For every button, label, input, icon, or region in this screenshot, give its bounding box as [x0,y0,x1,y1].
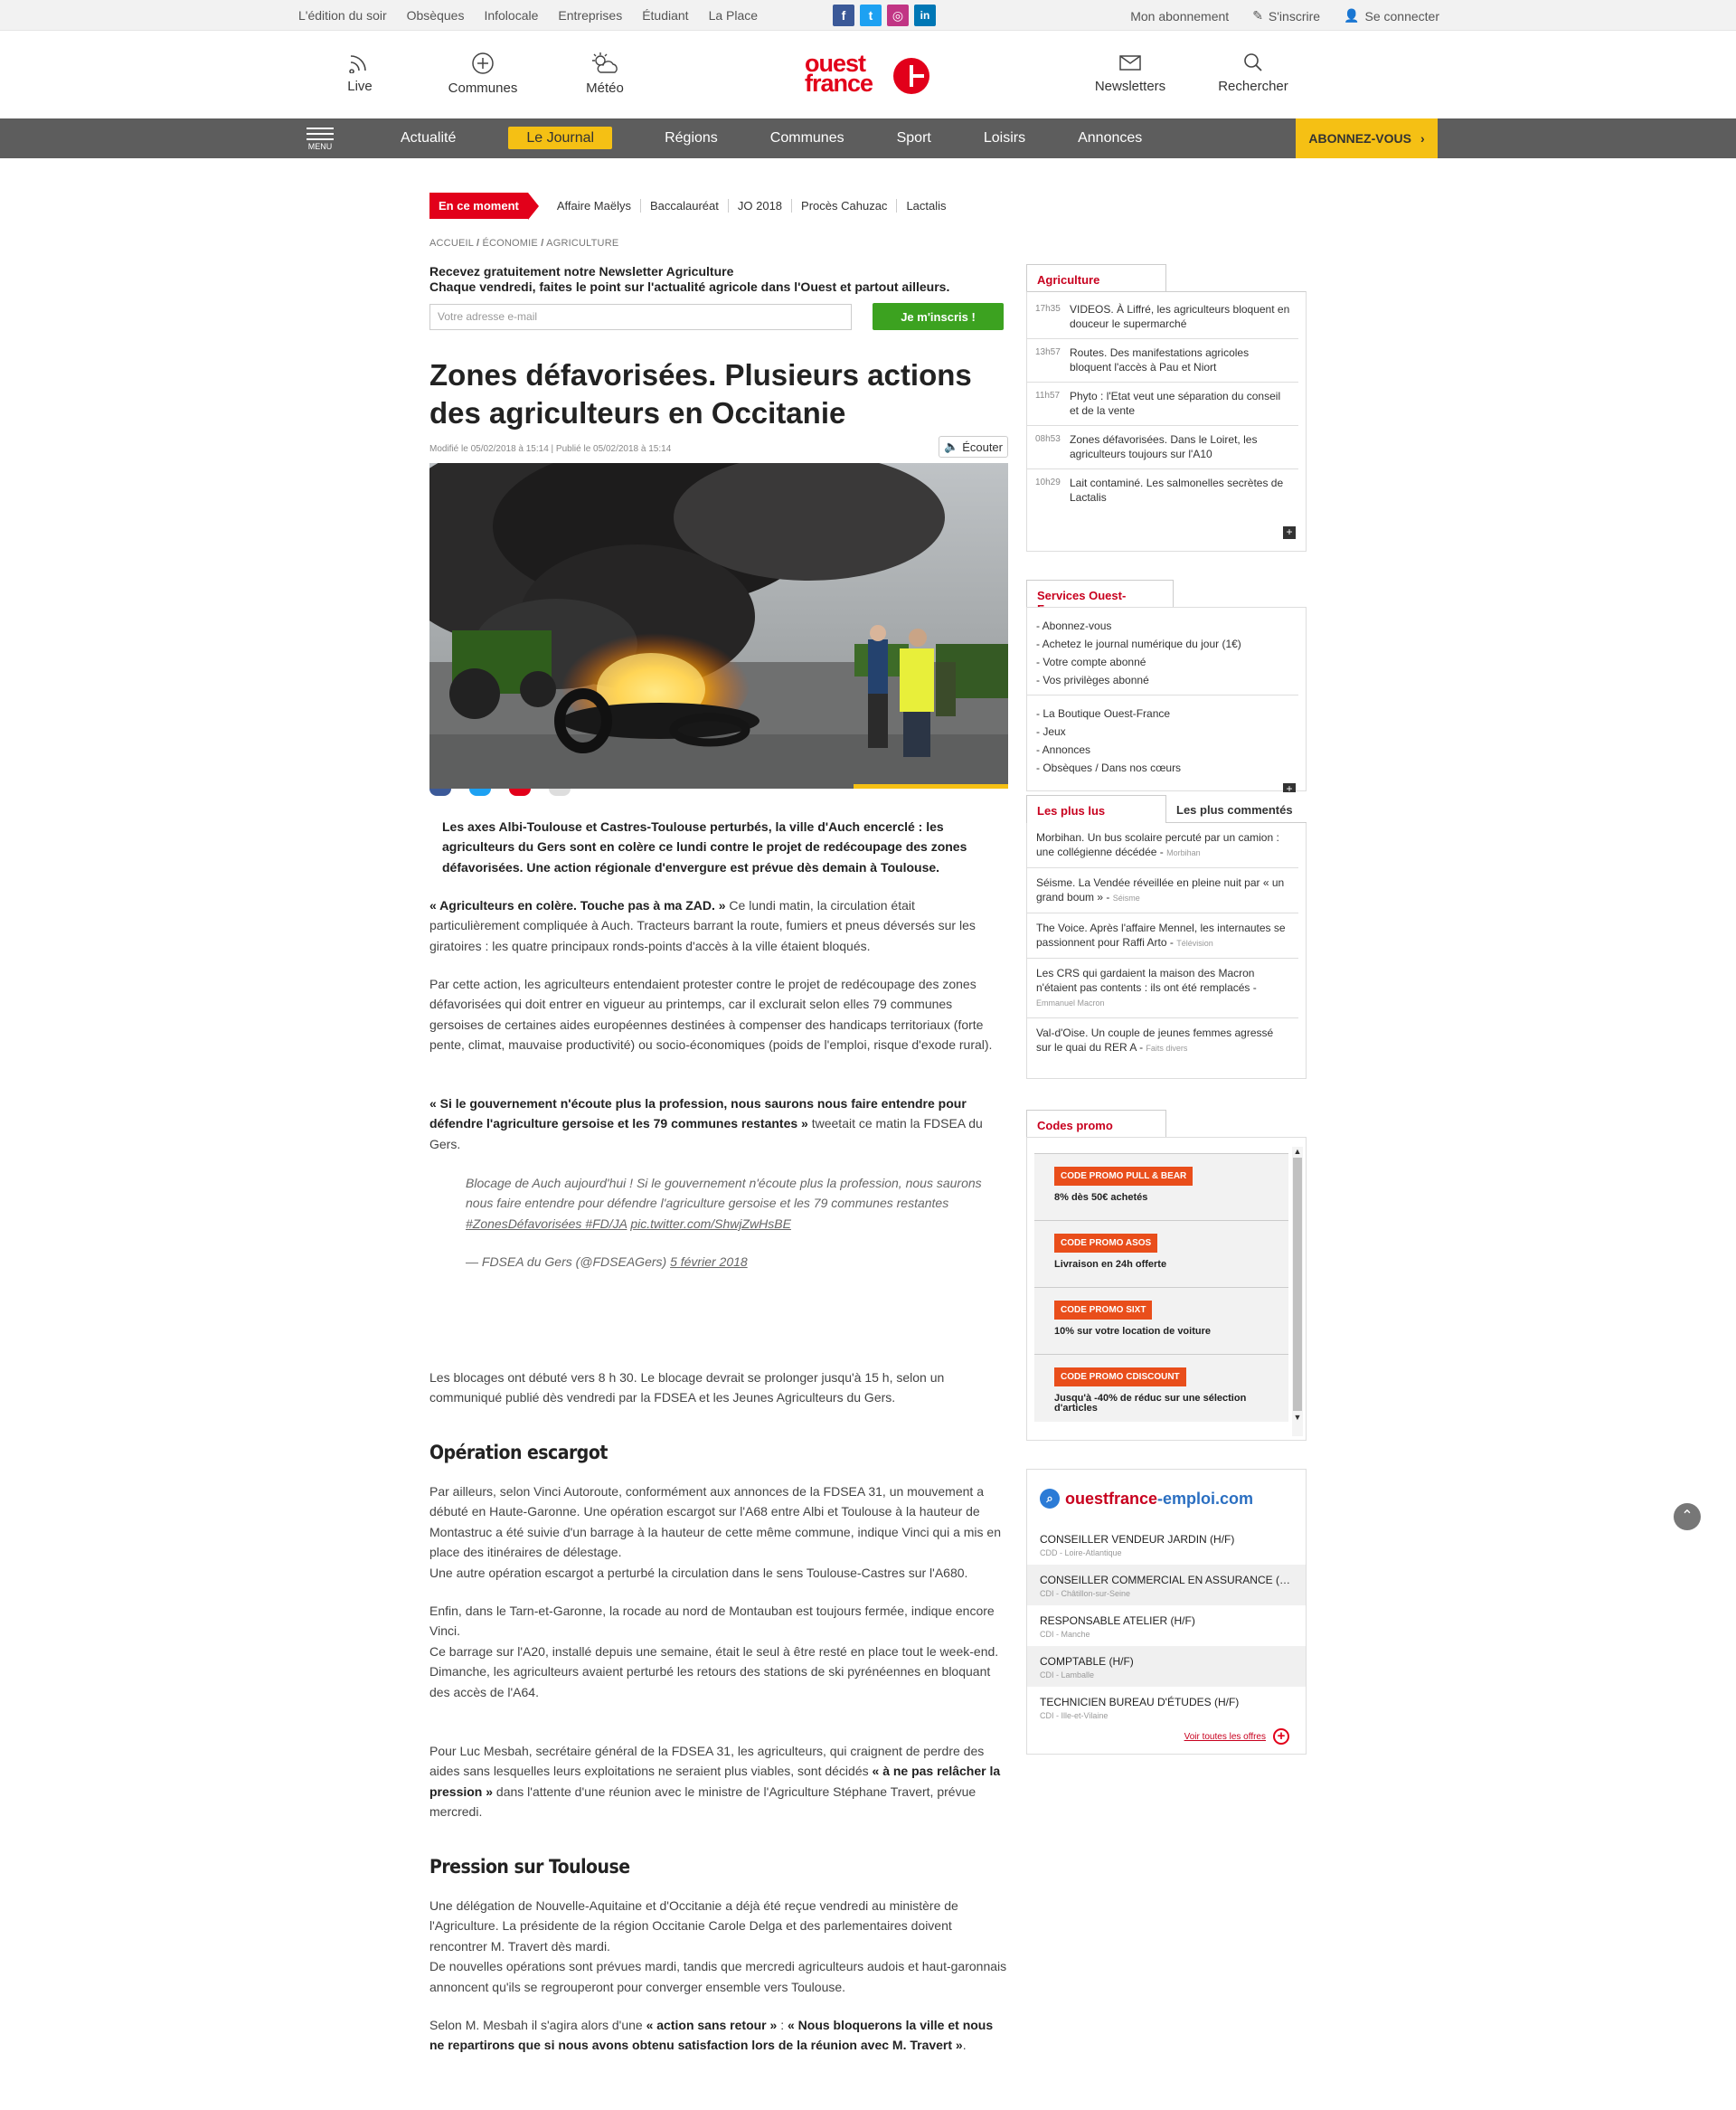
meteo-label: Météo [586,80,624,96]
facebook-share-icon[interactable] [429,789,451,796]
tab-agriculture[interactable]: Agriculture [1026,264,1166,292]
most-read-title: The Voice. Après l'affaire Mennel, les internautes se passionnent pour Raffi Arto - [1036,922,1286,949]
tab-services[interactable]: Services Ouest- [1026,580,1174,608]
news-time: 17h35 [1035,304,1061,314]
trending-item[interactable]: JO 2018 [729,199,792,213]
search-label: Rechercher [1218,79,1288,94]
job-title: CONSEILLER COMMERCIAL EN ASSURANCE (… [1040,1574,1290,1586]
burning-tires-image [429,463,1008,789]
top-link-la-place[interactable]: La Place [708,8,759,23]
quote-bold: « Agriculteurs en colère. Touche pas à ma ZAD. » [429,898,726,913]
social-links [833,5,936,26]
article-dates: Modifié le 05/02/2018 à 15:14 | Publié le 05/02/2018 à 15:14 [429,444,672,454]
article-paragraph [429,2015,1008,2056]
live-label: Live [347,79,373,94]
promo-list [1034,1153,1288,1422]
promo-scrollbar[interactable] [1292,1147,1303,1436]
subscribe-label: ABONNEZ-VOUS [1308,131,1411,146]
scroll-thumb[interactable] [1293,1158,1302,1411]
article-paragraph [429,1601,1008,1702]
search-button[interactable] [1217,52,1289,94]
scroll-up-icon[interactable]: ▲ [1293,1147,1302,1156]
list-item[interactable] [1027,426,1298,469]
paragraph-text: Une autre opération escargot a perturbé la circulation dans le sens Toulouse-Castres sur l'A680. [429,1565,968,1580]
top-link-edition-soir[interactable]: L'édition du soir [298,8,387,23]
article-paragraph: Les blocages ont débuté vers 8 h 30. Le blocage devrait se prolonger jusqu'à 15 h, selon un communiqué publié dès vendredi par la FDSEA et les Jeunes Agriculteurs du Gers. [429,1370,945,1405]
top-link-etudiant[interactable]: Étudiant [642,8,689,23]
nav-item-loisirs[interactable]: Loisirs [983,130,1026,146]
news-title: Routes. Des manifestations agricoles bloquent l'accès à Pau et Niort [1070,346,1250,374]
paragraph-text: Selon M. Mesbah il s'agira alors d'une [429,2018,646,2032]
list-item[interactable] [1027,383,1298,426]
paragraph-text: De nouvelles opérations sont prévues mardi, tandis que mercredi agriculteurs audois et haut-garonnais annoncent qu'ils se regrouperont pour converger ensemble vers Toulouse. [429,1959,1007,1994]
nav-item-annonces[interactable]: Annonces [1078,130,1143,146]
tab-promo-codes[interactable]: Codes promo [1026,1110,1166,1138]
ouest-france-logo[interactable] [805,50,931,100]
paragraph-text: Par ailleurs, selon Vinci Autoroute, conformément aux annonces de la FDSEA 31, un mouvement a débuté en Haute-Garonne. Une opération escargot sur l'A68 entre Albi et Toulouse à la hauteur de Montastruc a été suivie d'un barrage à la hauteur de cette même commune, indique Vinci qui a mis en place des itinéraires de délestage. [429,1484,1001,1560]
job-title: RESPONSABLE ATELIER (H/F) [1040,1614,1195,1627]
instagram-icon[interactable]: ◎ [887,5,909,26]
communes-label: Communes [448,80,518,96]
search-icon [1241,52,1265,73]
article-paragraph [429,1481,1008,1583]
service-link[interactable]: - La Boutique Ouest-France [1036,707,1171,720]
service-link[interactable]: - Jeux [1036,725,1066,738]
share-buttons [429,789,571,796]
promo-desc: Jusqu'à -40% de réduc sur une sélection d'articles [1054,1393,1247,1414]
top-link-obseques[interactable]: Obsèques [406,8,465,23]
user-icon: 👤 [1344,8,1360,23]
section-heading: Pression sur Toulouse [429,1856,630,1878]
tweet-pic-link[interactable]: pic.twitter.com/ShwjZwHsBE [630,1216,791,1231]
article-lead: Les axes Albi-Toulouse et Castres-Toulouse perturbés, la ville d'Auch encerclé : les agriculteurs du Gers sont en colère ce lundi contre le projet de redécoupage des zones défavorisées. Une action régionale d'envergure est prévue dès demain à Toulouse. [442,819,967,875]
breadcrumb-economie[interactable]: ÉCONOMIE [482,238,538,249]
hamburger-icon [307,128,334,129]
newsletter-line-2: Chaque vendredi, faites le point sur l'actualité agricole dans l'Ouest et partout ailleurs. [429,279,950,294]
agriculture-news-box [1026,291,1307,552]
paragraph-text: Dimanche, les agriculteurs avaient perturbé les retours des stations de ski pyrénéennes en bloquant des accès de l'A64. [429,1664,991,1699]
news-title: Lait contaminé. Les salmonelles secrètes de Lactalis [1070,477,1284,504]
nav-item-communes[interactable]: Communes [769,130,844,146]
tweet-body: Blocage de Auch aujourd'hui ! Si le gouvernement n'écoute plus la profession, nous saurons nous faire entendre pour défendre l'agriculture gersoise et les 79 communes restantes [466,1176,982,1211]
service-link[interactable]: - Obsèques / Dans nos cœurs [1036,762,1182,774]
paragraph-text: Ce lundi matin, la circulation était particulièrement compliquée à Auch. Tracteurs barrant la route, fumiers et pneus déversés sur les giratoires : les quatre principaux ronds-points d'accès à la ville étaient bloqués. [429,898,976,953]
service-link[interactable]: - Vos privilèges abonné [1036,674,1149,686]
news-time: 08h53 [1035,434,1061,444]
logo-line-1: ouest [805,50,866,77]
job-item[interactable] [1027,1687,1306,1727]
promo-desc: 8% dès 50€ achetés [1054,1192,1148,1203]
news-title: VIDEOS. À Liffré, les agriculteurs bloquent en douceur le supermarché [1070,303,1290,330]
more-share-icon[interactable] [549,789,571,796]
quote-bold: « Nous bloquerons la ville et nous ne repartirons que si nous avons obtenu satisfaction lors de la réunion avec M. Travert » [429,2018,994,2053]
paragraph-text: Pour Luc Mesbah, secrétaire général de la FDSEA 31, les agriculteurs, qui craignent de perdre des aides sans lesquelles leurs exploitations ne seraient plus viables, sont décidés [429,1744,985,1779]
facebook-icon[interactable]: f [833,5,854,26]
newsletter-line-1: Recevez gratuitement notre Newsletter Agriculture [429,264,734,279]
chevron-up-icon: ⌃ [1681,1509,1694,1524]
most-read-tag: Séisme [1112,894,1140,903]
paragraph-text: Une délégation de Nouvelle-Aquitaine et d'Occitanie a déjà été reçue vendredi au ministère de l'Agriculture. La présidente de la région Occitanie Carole Delga et des parlementaires doivent rencontrer M. Travert dès mardi. [429,1898,958,1954]
news-title: Phyto : l'Etat veut une séparation du conseil et de la vente [1070,390,1281,417]
service-link[interactable]: - Achetez le journal numérique du jour (1€) [1036,638,1241,650]
article-paragraph [429,1741,1008,1822]
job-title: CONSEILLER VENDEUR JARDIN (H/F) [1040,1533,1235,1546]
listen-label: Écouter [962,440,1003,454]
article-photo [429,463,1008,789]
nav-item-actualite[interactable]: Actualité [401,130,457,146]
news-time: 11h57 [1035,391,1061,401]
section-heading: Opération escargot [429,1442,608,1463]
list-item[interactable] [1027,1018,1298,1063]
newsletters-button[interactable] [1094,52,1166,94]
email-field[interactable]: Votre adresse e-mail [429,304,852,330]
list-item[interactable] [1027,868,1298,913]
trending-item[interactable]: Procès Cahuzac [792,199,897,213]
jobs-brand-name: ouestfrance [1065,1489,1158,1508]
article-paragraph [429,895,1008,956]
logo-line-2: france [805,70,873,97]
plus-circle-icon [471,52,495,75]
nav-item-sport[interactable]: Sport [896,130,931,146]
promo-desc: 10% sur votre location de voiture [1054,1326,1211,1337]
job-item[interactable] [1027,1524,1306,1565]
logo-circle-icon [893,58,929,94]
most-read-title: Val-d'Oise. Un couple de jeunes femmes agressé sur le quai du RER A - [1036,1027,1274,1054]
list-item[interactable] [1027,469,1298,512]
job-item[interactable] [1027,1646,1306,1687]
jobs-brand-domain: -emploi.com [1157,1489,1254,1508]
most-read-title: Morbihan. Un bus scolaire percuté par un camion : une collégienne décédée - [1036,831,1279,858]
list-item[interactable] [1027,959,1298,1018]
main-nav [0,118,1736,158]
top-link-entreprises[interactable]: Entreprises [558,8,623,23]
login-label: Se connecter [1364,8,1439,24]
expand-plus-icon[interactable]: + [1283,526,1296,539]
twitter-share-icon[interactable] [469,789,491,796]
news-time: 13h57 [1035,347,1061,357]
list-item[interactable] [1027,296,1298,339]
promo-tag: CODE PROMO SIXT [1054,1301,1152,1320]
expand-plus-icon[interactable]: + [1283,783,1296,792]
tweet-author-name: — FDSEA du Gers (@FDSEAGers) [466,1254,671,1270]
service-link[interactable]: - Annonces [1036,743,1091,756]
nav-item-le-journal[interactable] [482,118,638,158]
search-icon: ⌕ [1040,1489,1060,1509]
nav-item-le-journal-label: Le Journal [508,127,612,149]
promo-tag: CODE PROMO PULL & BEAR [1054,1167,1193,1186]
promo-item[interactable] [1034,1154,1288,1221]
tab-most-read[interactable]: Les plus lus [1026,795,1166,823]
top-account [1130,8,1439,24]
most-read-tag: Faits divers [1146,1044,1188,1053]
promo-tag: CODE PROMO ASOS [1054,1234,1157,1253]
trending-tag: En ce moment [429,193,528,219]
pencil-icon: ✎ [1252,8,1263,23]
article-paragraph: Par cette action, les agriculteurs entendaient protester contre le projet de redécoupage des zones défavorisées qui doit entrer en vigueur au printemps, car il exclurait selon elles 79 communes gersoises de certaines aides européennes destinées à compenser des handicaps territoriaux (forte pente, climat, mauvaise productivité) ou socio-économiques (poids de l'emploi, risque d'exode rural). [429,977,993,1053]
paragraph-text: dans l'attente d'une réunion avec le ministre de l'Agriculture Stéphane Travert, prévue mercredi. [429,1784,976,1820]
most-read-title: Séisme. La Vendée réveillée en pleine nuit par « un grand boum » - [1036,876,1285,904]
article-paragraph [429,1093,1008,1154]
tweet-date-link[interactable]: 5 février 2018 [670,1254,748,1270]
promo-tag: CODE PROMO CDISCOUNT [1054,1367,1186,1386]
top-link-infolocale[interactable]: Infolocale [484,8,539,23]
weather-icon [590,52,620,75]
subscribe-button[interactable] [1296,118,1438,158]
tweet-author [466,1252,990,1272]
promo-item[interactable] [1034,1221,1288,1288]
breadcrumb-accueil[interactable]: ACCUEIL [429,238,474,249]
top-bar [0,0,1736,31]
quote-bold: « action sans retour » [646,2018,778,2032]
paragraph-text: : [777,2018,788,2032]
article-title: Zones défavorisées. Plusieurs actions des agriculteurs en Occitanie [429,358,972,430]
signup-label: S'inscrire [1268,8,1321,24]
trending-item[interactable]: Baccalauréat [641,199,729,213]
newsletter-promo [429,264,949,295]
quote-bold: « Si le gouvernement n'écoute plus la profession, nous saurons nous faire entendre pour défendre l'agriculture gersoise et les 79 communes restantes » [429,1096,967,1131]
promo-item[interactable] [1034,1355,1288,1422]
back-to-top-button[interactable] [1674,1503,1701,1530]
jobs-box [1026,1469,1307,1755]
twitter-icon[interactable]: t [860,5,882,26]
job-meta: CDI - Manche [1040,1630,1090,1639]
article-paragraph [429,1896,1008,1997]
quote-bold: « à ne pas relâcher la pression » [429,1764,1001,1799]
trending-item[interactable]: Affaire Maëlys [548,199,641,213]
job-title: TECHNICIEN BUREAU D'ÉTUDES (H/F) [1040,1696,1240,1708]
promo-codes-box [1026,1137,1307,1441]
job-item[interactable] [1027,1605,1306,1646]
services-box [1026,607,1307,795]
job-title: COMPTABLE (H/F) [1040,1655,1134,1668]
list-item[interactable] [1027,339,1298,383]
news-time: 10h29 [1035,478,1061,487]
menu-button[interactable] [298,118,342,158]
trending-item[interactable]: Lactalis [906,199,947,213]
nav-item-regions[interactable]: Régions [665,130,718,146]
job-meta: CDI - Ille-et-Vilaine [1040,1711,1109,1720]
rss-icon [348,52,372,73]
chevron-right-icon: › [1420,131,1425,146]
most-read-tag: Emmanuel Macron [1036,998,1105,1008]
job-meta: CDD - Loire-Atlantique [1040,1548,1122,1557]
service-link[interactable]: - Votre compte abonné [1036,656,1146,668]
menu-label: MENU [307,142,333,151]
my-subscription-link[interactable]: Mon abonnement [1130,8,1230,24]
speaker-icon: 🔈 [944,440,959,453]
plus-circle-icon: + [1273,1728,1289,1745]
tweet-text [466,1173,990,1234]
listen-button[interactable] [939,436,1008,458]
paragraph-text: . [962,2038,967,2053]
breadcrumb-agriculture[interactable]: AGRICULTURE [546,238,619,249]
list-item[interactable] [1027,823,1298,868]
communes-button[interactable] [447,52,519,96]
paragraph-text: Enfin, dans le Tarn-et-Garonne, la rocade au nord de Montauban est toujours fermée, indique encore Vinci. [429,1604,995,1639]
most-read-tag: Télévision [1176,939,1213,948]
tab-most-commented[interactable]: Les plus commentés [1166,795,1307,823]
embedded-tweet [466,1173,990,1273]
live-button[interactable] [340,52,380,94]
login-link[interactable] [1344,8,1439,24]
header [0,32,1736,118]
list-item[interactable] [1027,913,1298,959]
most-read-title: Les CRS qui gardaient la maison des Macron n'étaient pas contents : ils ont été remplacés - [1036,967,1257,994]
service-link[interactable]: - Abonnez-vous [1036,620,1112,632]
tweet-hashtags[interactable]: #ZonesDéfavorisées #FD/JA [466,1216,627,1231]
envelope-icon [1118,52,1143,73]
job-meta: CDI - Châtillon-sur-Seine [1040,1589,1131,1598]
scroll-down-icon[interactable]: ▼ [1293,1413,1302,1422]
most-read-box [1026,823,1307,1079]
all-offers-label: Voir toutes les offres [1184,1731,1266,1742]
job-item[interactable] [1027,1565,1306,1605]
all-offers-link[interactable] [1184,1728,1289,1745]
signup-link[interactable] [1252,8,1320,24]
breadcrumb: ACCUEIL / ÉCONOMIE / AGRICULTURE [429,238,619,249]
top-links [298,8,758,23]
news-title: Zones défavorisées. Dans le Loiret, les agriculteurs toujours sur l'A10 [1070,433,1258,460]
promo-desc: Livraison en 24h offerte [1054,1259,1167,1270]
logo-text [805,50,873,97]
job-meta: CDI - Lamballe [1040,1670,1095,1679]
linkedin-icon[interactable]: in [914,5,936,26]
newsletter-subscribe-button[interactable]: Je m'inscris ! [873,303,1004,330]
paragraph-text: tweetait ce matin la FDSEA du Gers. [429,1116,983,1151]
newsletters-label: Newsletters [1094,79,1166,94]
promo-item[interactable] [1034,1288,1288,1355]
paragraph-text: Ce barrage sur l'A20, installé depuis une semaine, était le seul à être resté en place tout le week-end. [429,1643,999,1659]
meteo-button[interactable] [583,52,627,96]
pinterest-share-icon[interactable] [509,789,531,796]
most-read-tag: Morbihan [1166,848,1201,857]
jobs-brand[interactable] [1027,1470,1306,1515]
trending-bar [429,193,956,219]
